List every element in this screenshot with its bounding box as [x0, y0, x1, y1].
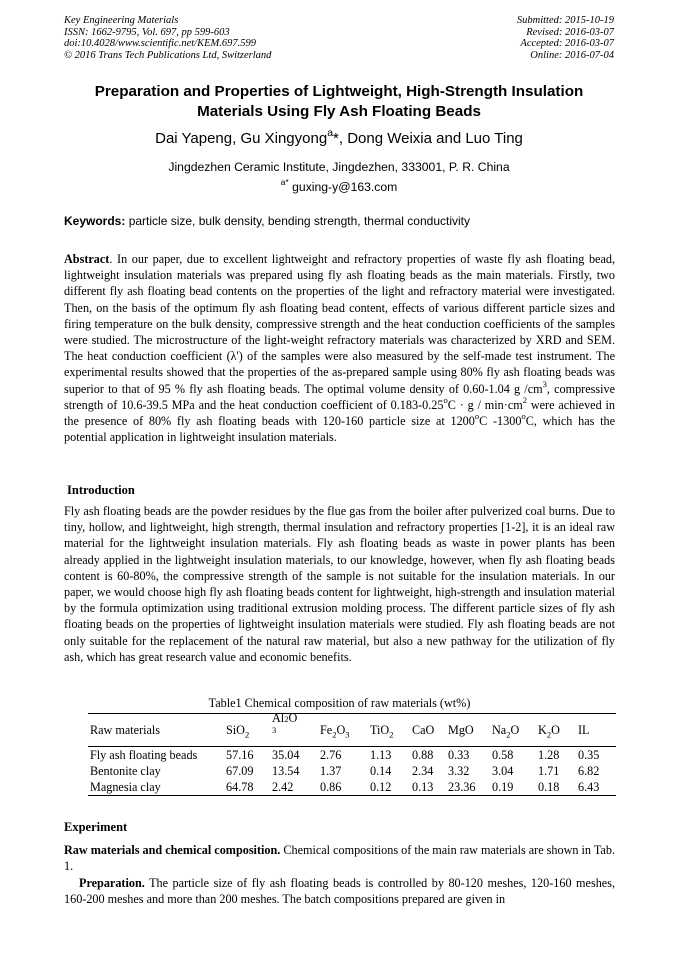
table-row	[88, 779, 616, 796]
col-mgo: MgO	[448, 722, 474, 737]
table-cell: 6.43	[578, 780, 600, 794]
paper-title	[64, 82, 614, 122]
table-cell: 2.34	[412, 764, 434, 778]
preparation-lead: Preparation.	[79, 876, 145, 890]
table-cell: 3.32	[448, 764, 470, 778]
abstract	[64, 251, 615, 445]
table-cell: 1.71	[538, 764, 560, 778]
keywords-text: particle size, bulk density, bending strength, thermal conductivity	[128, 214, 470, 228]
table-cell: 1.13	[370, 748, 392, 762]
table-row	[88, 763, 616, 779]
col-tio2: TiO$_2$	[370, 722, 394, 739]
col-raw-materials: Raw materials	[90, 722, 161, 737]
revised-date: Revised: 2016-03-07	[526, 26, 614, 38]
copyright-line: © 2016 Trans Tech Publications Ltd, Switzerland	[64, 49, 272, 61]
table-cell: Fly ash floating beads	[90, 748, 198, 762]
email-address[interactable]: guxing-y@163.com	[292, 180, 398, 194]
table-cell: 0.14	[370, 764, 392, 778]
title-line-2: Materials Using Fly Ash Floating Beads	[197, 103, 481, 120]
abstract-text-2: , compressive strength of 10.6-39.5 MPa and the heat conduction coefficient of 0.183-0.25	[64, 381, 615, 412]
email-mark: a*	[280, 177, 289, 188]
dates-header	[517, 15, 614, 61]
table-cell: 64.78	[226, 780, 254, 794]
preparation-paragraph	[64, 875, 615, 907]
abstract-text-6: C, which has the potential application in lightweight insulation materials.	[64, 414, 615, 445]
table-cell: Bentonite clay	[90, 764, 161, 778]
chemical-composition-table	[88, 710, 616, 796]
table-cell: 3.04	[492, 764, 514, 778]
table-cell: 35.04	[272, 748, 300, 762]
title-line-1: Preparation and Properties of Lightweight, High-Strength Insulation	[94, 83, 584, 100]
raw-materials-text: Chemical compositions of the main raw materials are shown in Tab. 1.	[64, 843, 615, 874]
table-cell: 2.42	[272, 780, 294, 794]
authors-rest: *, Dong Weixia and Luo Ting	[333, 130, 523, 147]
table-cell: 13.54	[272, 764, 300, 778]
abstract-text-5: C -1300	[479, 414, 522, 429]
abstract-text-1: . In our paper, due to excellent lightweight and refractory properties of waste fly ash floating bead, lightweight insulation materials was prepared using fly ash floating beads as the main materials. Firstly, two different fly ash floating bead contents on the properties of the light and refractory material were investigated. Then, on the basis of the optimum fly ash floating bead content, effects of various different particle sizes and firing temperature on the bulk density, compressive strength and the heat conduction coefficients of the samples were studied. The microstructure of the light-weight refractory materials was characterized by XRD and SEM. The heat conduction coefficient (λ') of the samples were also measured by the self-made test instrument. The experimental results showed that the properties of the as-prepared sample using 80% fly ash floating beads was superior to that of 95 % fly ash floating beads. The optimal volume density of 0.60-1.04 g /cm	[64, 252, 615, 396]
journal-header	[64, 15, 271, 61]
authors-first: Dai Yapeng, Gu Xingyong	[155, 130, 328, 147]
table-row	[88, 747, 616, 764]
issn-line: ISSN: 1662-9795, Vol. 697, pp 599-603	[64, 26, 230, 38]
affiliation: Jingdezhen Ceramic Institute, Jingdezhen, 333001, P. R. China	[168, 160, 510, 174]
journal-name: Key Engineering Materials	[64, 15, 179, 26]
table-caption: Table1 Chemical composition of raw materials (wt%)	[208, 696, 471, 710]
doi-line: doi:10.4028/www.scientific.net/KEM.697.599	[64, 38, 256, 49]
accepted-date: Accepted: 2016-03-07	[520, 38, 614, 49]
col-sio2: SiO$_2$	[226, 722, 250, 739]
table-cell: Magnesia clay	[90, 780, 161, 794]
table-cell: 57.16	[226, 748, 254, 762]
online-date: Online: 2016-07-04	[530, 49, 614, 61]
table-cell: 1.37	[320, 764, 342, 778]
keywords	[64, 214, 614, 228]
author-email	[64, 177, 614, 194]
introduction-heading: Introduction	[67, 483, 135, 497]
table-cell: 0.13	[412, 780, 434, 794]
abstract-text-3: C · g / min·cm	[447, 397, 523, 412]
abstract-sup-3: 2	[522, 394, 527, 405]
col-cao: CaO	[412, 722, 435, 737]
raw-materials-paragraph	[64, 842, 615, 874]
col-na2o: $Na_2O$	[492, 722, 520, 739]
introduction-text: Fly ash floating beads are the powder residues by the flue gas from the boiler after pulverized coal burns. Due to tiny, hollow, and lightweight, high strength, thermal insulation and refractory properties [1-2], it is an ideal raw material for the lightweight insulation materials. Fly ash floating beads as waste in power plants has been already applied in the lightweight insulation materials, to our knowledge, however, when fly ash floating beads content is 60-80%, the compressive strength of the sample is not suitable for the insulation materials. In our paper, we would choose high fly ash floating beads content for lightweight, high-strength and insulation material by the formula optimization using traditional extrusion molding process. The different particle sizes of fly ash floating beads on the properties of lightweight insulation materials were studied. Fly ash floating beads are not only suitable for the replacement of the natural raw material, but also a new pathway for the utilization of fly ash, which has great research value and economic benefits.	[64, 504, 615, 664]
table-cell: 0.18	[538, 780, 560, 794]
col-k2o: $K_2O$	[538, 722, 560, 739]
col-al2o3: Al2O 3	[272, 710, 298, 735]
col-il: IL	[578, 722, 590, 737]
table-cell: 67.09	[226, 764, 254, 778]
table-cell: 0.86	[320, 780, 342, 794]
table-header-row	[88, 714, 616, 747]
table-cell: 2.76	[320, 748, 342, 762]
table-cell: 1.28	[538, 748, 560, 762]
table-cell: 0.35	[578, 748, 600, 762]
submitted-date: Submitted: 2015-10-19	[516, 15, 614, 26]
table-cell: 0.33	[448, 748, 470, 762]
table-cell: 0.12	[370, 780, 392, 794]
abstract-sup-1: 3	[542, 378, 547, 389]
author-list	[64, 126, 614, 147]
table-cell: 0.88	[412, 748, 434, 762]
abstract-sup-2: o	[443, 394, 448, 405]
raw-materials-lead: Raw materials and chemical composition.	[64, 843, 281, 857]
preparation-text: The particle size of fly ash floating beads is controlled by 80-120 meshes, 120-160 meshes, 160-200 meshes and more than 200 meshes. The batch compositions prepared are given in	[64, 876, 615, 907]
table-cell: 6.82	[578, 764, 600, 778]
col-fe2o3: $Fe_2O_3$	[320, 722, 350, 739]
table-cell: 23.36	[448, 780, 476, 794]
author-mark: a	[327, 126, 334, 139]
table-cell: 0.19	[492, 780, 514, 794]
table-cell: 0.58	[492, 748, 514, 762]
experiment-heading: Experiment	[64, 820, 128, 834]
abstract-sup-4: o	[474, 411, 480, 422]
abstract-label: Abstract	[64, 252, 110, 266]
keywords-label: Keywords:	[64, 214, 126, 228]
abstract-text-4: were achieved in the presence of 80% fly ash floating beads with 120-160 particle size at 1200	[64, 397, 616, 429]
abstract-sup-5: o	[521, 411, 526, 422]
